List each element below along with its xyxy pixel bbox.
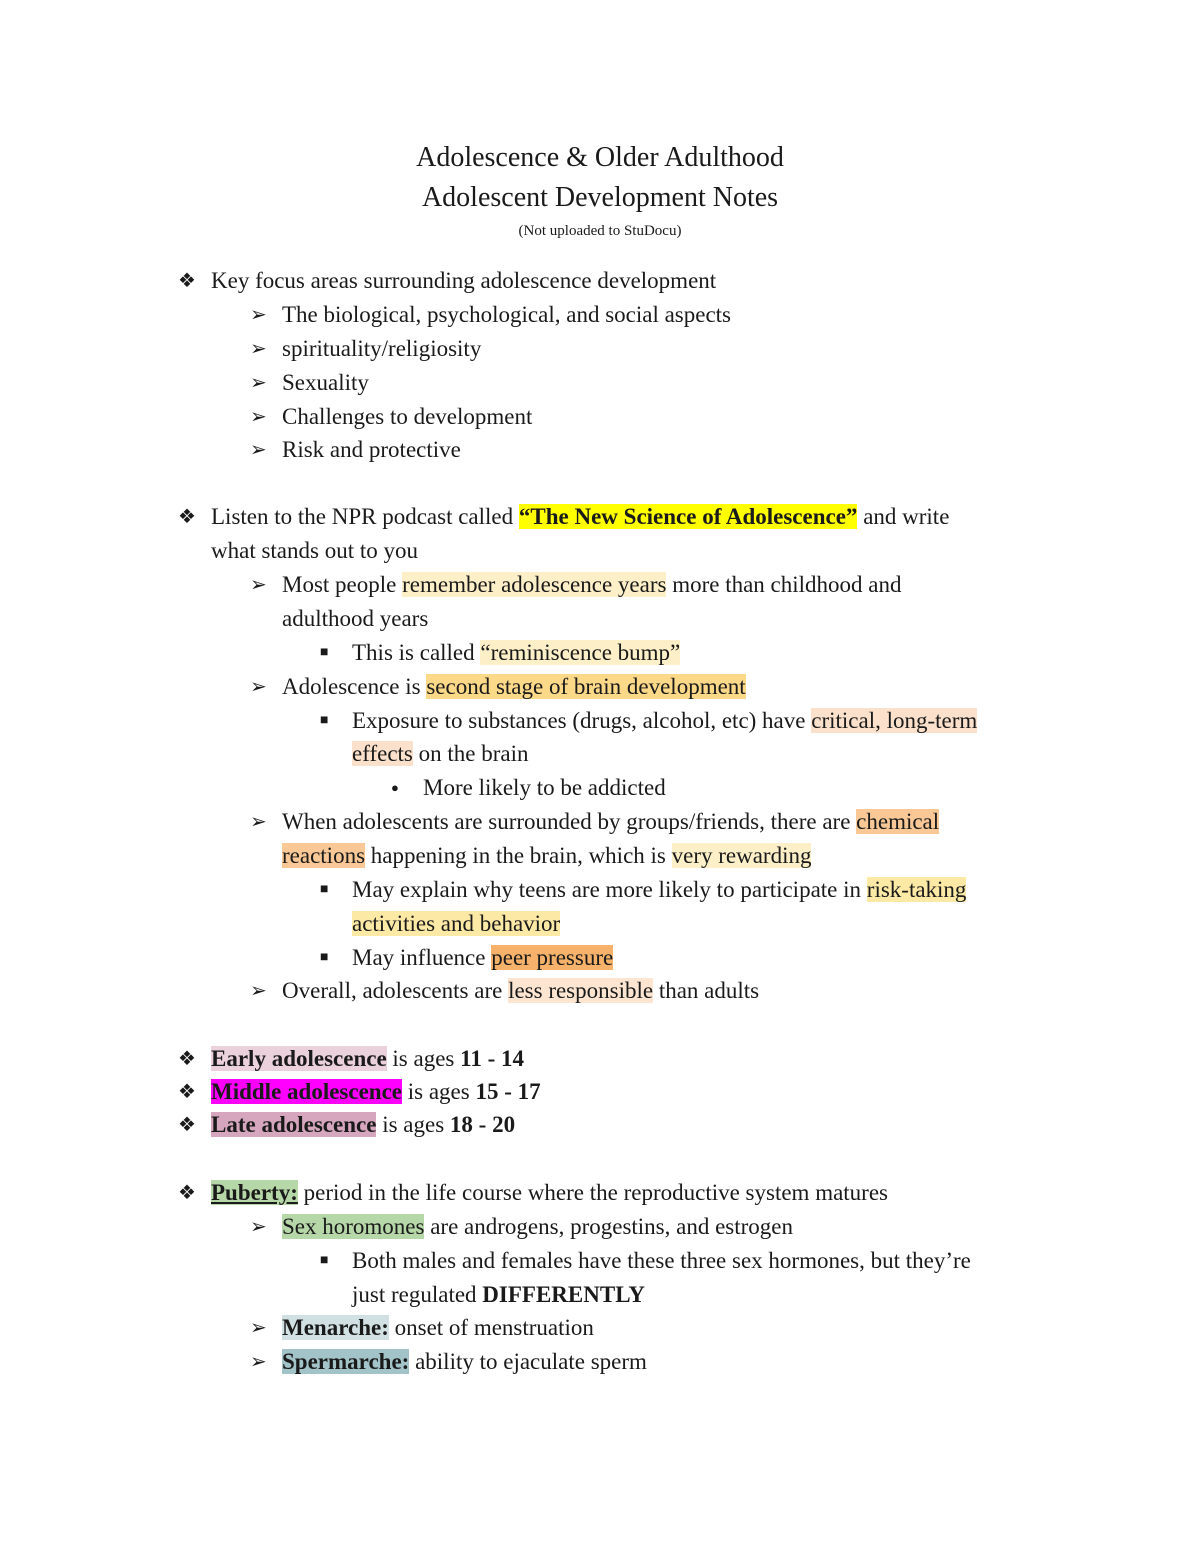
arrow-bullet-icon: ➢: [250, 372, 267, 394]
highlight: effects: [352, 741, 413, 766]
arrow-bullet-icon: ➢: [250, 1317, 267, 1339]
highlight: Middle adolescence: [211, 1079, 402, 1104]
podcast-title: “The New Science of Adolescence”: [518, 504, 858, 529]
diamond-bullet-icon: ❖: [178, 1114, 196, 1136]
list-item: [282, 670, 746, 704]
age-range-item: [211, 1108, 515, 1142]
arrow-bullet-icon: ➢: [250, 574, 267, 596]
list-item: spirituality/religiosity: [282, 336, 482, 361]
text-run: is ages: [402, 1079, 476, 1104]
text-run: Most people: [282, 572, 403, 597]
age-range: 11 - 14: [460, 1046, 525, 1071]
list-item: More likely to be addicted: [423, 775, 666, 800]
section1-heading: Key focus areas surrounding adolescence development: [211, 268, 717, 293]
section2-heading-cont: what stands out to you: [211, 538, 418, 563]
text-run: are androgens, progestins, and estrogen: [424, 1214, 793, 1239]
puberty-definition: [211, 1176, 888, 1210]
highlight: risk-taking: [866, 877, 967, 902]
text-run: is ages: [376, 1112, 450, 1137]
square-bullet-icon: ■: [320, 1253, 329, 1268]
highlight: chemical: [856, 809, 940, 834]
list-item: [352, 873, 966, 907]
text-run: ability to ejaculate sperm: [409, 1349, 647, 1374]
arrow-bullet-icon: ➢: [250, 304, 267, 326]
text-run: than adults: [653, 978, 760, 1003]
diamond-bullet-icon: ❖: [178, 506, 196, 528]
text-run: period in the life course where the reproductive system matures: [297, 1180, 889, 1205]
arrow-bullet-icon: ➢: [250, 406, 267, 428]
dot-bullet-icon: ●: [391, 780, 399, 795]
diamond-bullet-icon: ❖: [178, 1048, 196, 1070]
highlight: Sex horomones: [282, 1214, 425, 1239]
list-item: Sexuality: [282, 370, 369, 395]
list-item: [282, 1345, 647, 1379]
list-item: [352, 941, 613, 975]
text-run: just regulated: [352, 1282, 483, 1307]
list-item: Challenges to development: [282, 404, 533, 429]
text-run: May influence: [352, 945, 492, 970]
list-item-cont: [352, 907, 560, 941]
diamond-bullet-icon: ❖: [178, 270, 196, 292]
list-item-cont: [352, 1278, 645, 1312]
list-item: Risk and protective: [282, 437, 461, 462]
list-item: Both males and females have these three sex hormones, but they’re: [352, 1248, 971, 1273]
highlight: less responsible: [508, 978, 654, 1003]
arrow-bullet-icon: ➢: [250, 811, 267, 833]
highlight: Menarche:: [282, 1315, 389, 1340]
square-bullet-icon: ■: [320, 882, 329, 897]
text-run: and write: [857, 504, 950, 529]
arrow-bullet-icon: ➢: [250, 1216, 267, 1238]
highlight: Spermarche:: [282, 1349, 410, 1374]
list-item-cont: [352, 737, 528, 771]
diamond-bullet-icon: ❖: [178, 1182, 196, 1204]
document-note: (Not uploaded to StuDocu): [518, 223, 682, 239]
list-item-cont: [282, 839, 811, 873]
text-run: is ages: [386, 1046, 461, 1071]
arrow-bullet-icon: ➢: [250, 439, 267, 461]
highlight: Puberty:: [211, 1180, 298, 1205]
text-run: Exposure to substances (drugs, alcohol, etc) have: [352, 708, 812, 733]
emphasis: DIFFERENTLY: [482, 1282, 646, 1307]
list-item: [352, 636, 680, 670]
highlight: Late adolescence: [211, 1112, 377, 1137]
age-range-item: [211, 1042, 524, 1076]
square-bullet-icon: ■: [320, 950, 329, 965]
text-run: onset of menstruation: [388, 1315, 594, 1340]
highlight: second stage of brain development: [426, 674, 746, 699]
list-item-cont: adulthood years: [282, 606, 429, 631]
arrow-bullet-icon: ➢: [250, 1351, 267, 1373]
square-bullet-icon: ■: [320, 645, 329, 660]
age-range: 15 - 17: [475, 1079, 541, 1104]
document-title: Adolescence & Older Adulthood: [416, 142, 784, 173]
highlight: reactions: [282, 843, 366, 868]
highlight: “reminiscence bump”: [480, 640, 681, 665]
text-run: May explain why teens are more likely to participate in: [352, 877, 867, 902]
list-item: [282, 974, 759, 1008]
text-run: When adolescents are surrounded by groups/friends, there are: [282, 809, 857, 834]
document-subtitle: Adolescent Development Notes: [421, 182, 779, 213]
arrow-bullet-icon: ➢: [250, 980, 267, 1002]
text-run: Overall, adolescents are: [282, 978, 509, 1003]
highlight: very rewarding: [671, 843, 812, 868]
list-item: [352, 704, 977, 738]
text-run: happening in the brain, which is: [365, 843, 672, 868]
age-range-item: [211, 1075, 541, 1109]
text-run: This is called: [352, 640, 481, 665]
age-range: 18 - 20: [449, 1112, 516, 1137]
highlight: peer pressure: [491, 945, 614, 970]
list-item: [282, 1311, 594, 1345]
section2-heading: [211, 500, 949, 534]
text-run: Adolescence is: [282, 674, 427, 699]
highlight: activities and behavior: [352, 911, 561, 936]
arrow-bullet-icon: ➢: [250, 676, 267, 698]
diamond-bullet-icon: ❖: [178, 1081, 196, 1103]
highlight: remember adolescence years: [402, 572, 667, 597]
arrow-bullet-icon: ➢: [250, 338, 267, 360]
text-run: more than childhood and: [666, 572, 902, 597]
list-item: [282, 805, 939, 839]
square-bullet-icon: ■: [320, 713, 329, 728]
highlight: critical, long-term: [811, 708, 978, 733]
list-item: [282, 1210, 793, 1244]
highlight: Early adolescence: [211, 1046, 387, 1071]
list-item: The biological, psychological, and social aspects: [282, 302, 732, 327]
text-run: on the brain: [412, 741, 529, 766]
list-item: [282, 568, 902, 602]
text-run: Listen to the NPR podcast called: [211, 504, 519, 529]
